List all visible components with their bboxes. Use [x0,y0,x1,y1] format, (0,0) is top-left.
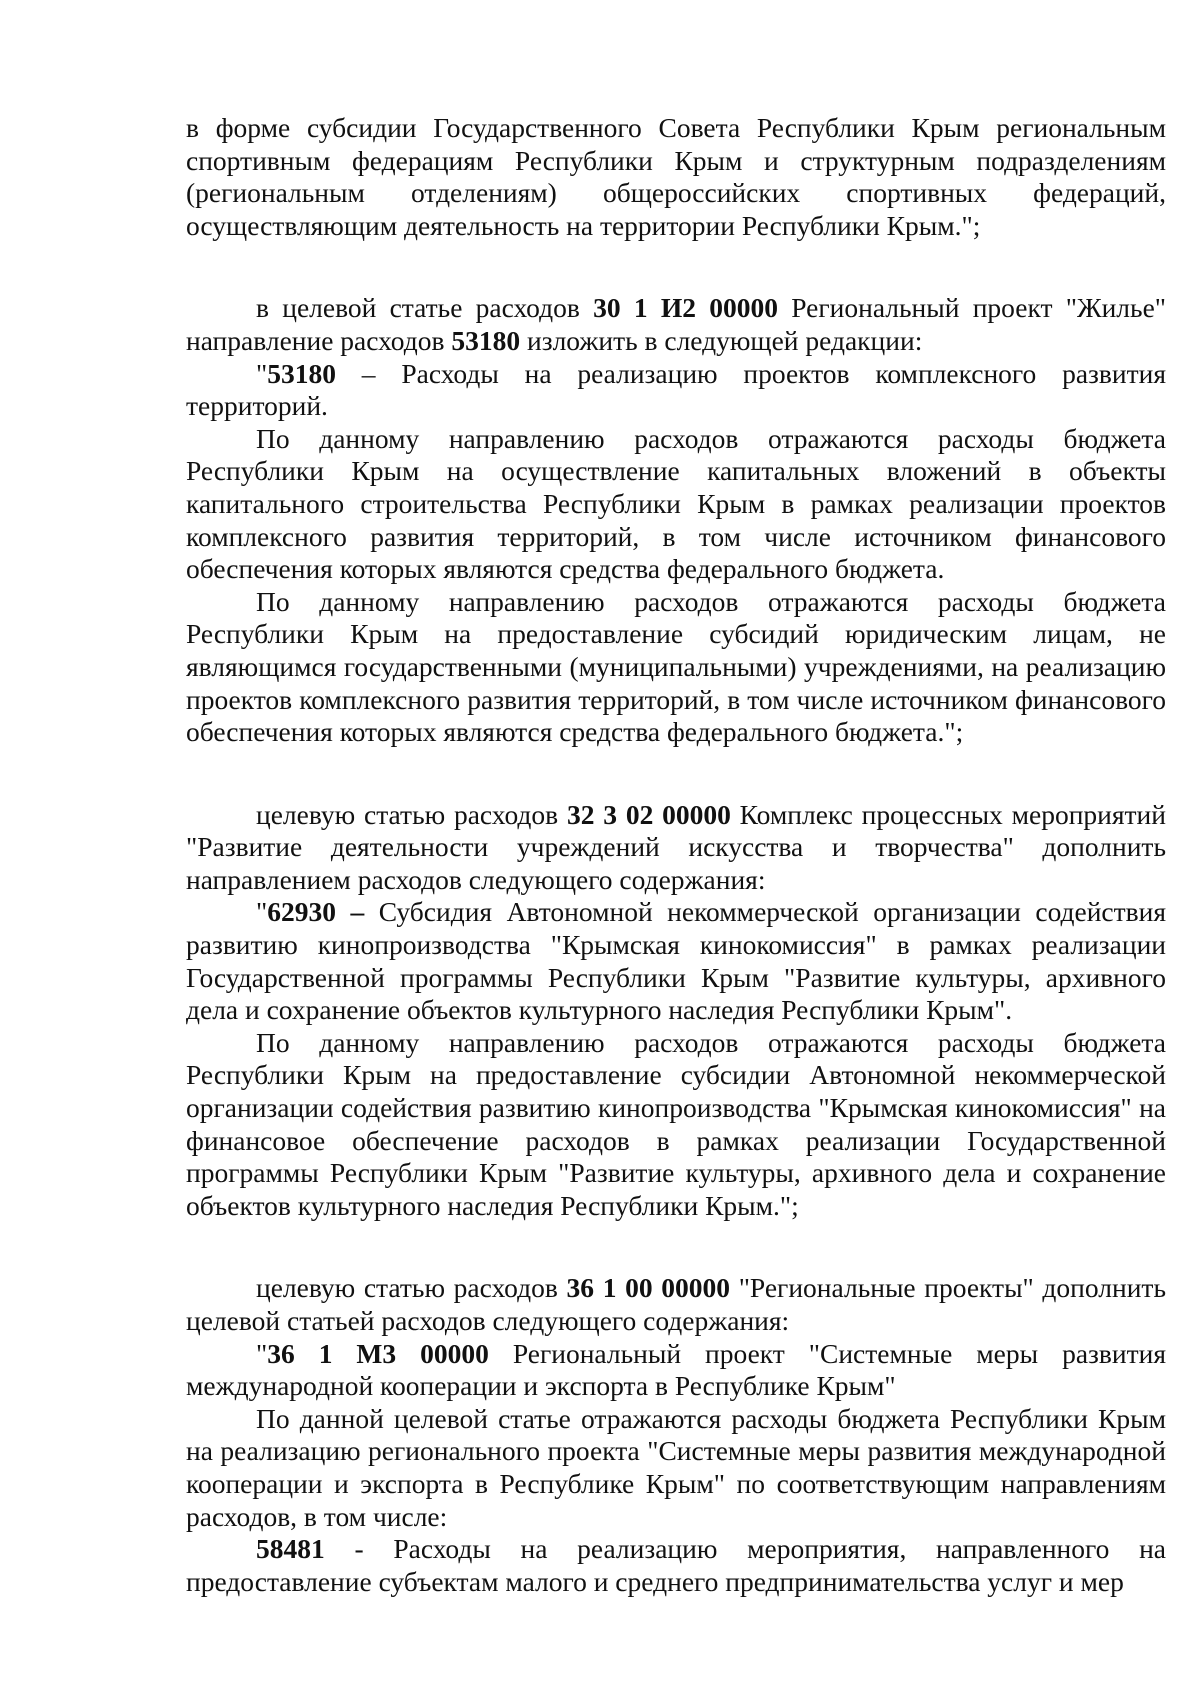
section-3-paragraph: По данной целевой статье отражаются расходы бюджета Республики Крым на реализацию регионального проекта "Системные меры развития международной кооперации и экспорта в Республике Крым" по соответствующим направлениям расходов, в том числе: [186,1402,1166,1532]
expense-code: 53180 [267,357,336,389]
section-2-intro [186,799,1166,897]
quote-mark: " [256,357,268,389]
section-3-item [186,1338,1166,1403]
text: "Региональные проекты" дополнить целевой статьей расходов следующего содержания: [186,1272,1166,1336]
text: Субсидия Автономной некоммерческой организации содействия развитию кинопроизводства "Крымская кинокомиссия" в рамках реализации Государственной программы Республики Крым "Развитие культуры, архивного дела и сохранение объектов культурного наследия Республики Крым". [186,896,1167,1026]
text: целевую статью расходов [256,1272,567,1304]
text: - Расходы на реализацию мероприятия, направленного на предоставление субъектам малого и среднего предпринимательства услуг и мер [186,1533,1166,1597]
paragraph-continuation: в форме субсидии Государственного Совета Республики Крым региональным спортивным федерациям Республики Крым и структурным подразделениям (региональным отделениям) общероссийских спортивных федераций, осуществляющим деятельность на территории Республики Крым."; [186,112,1166,241]
expense-code: 53180 [451,324,521,356]
quote-mark: " [256,896,268,928]
section-1-paragraph: По данному направлению расходов отражаются расходы бюджета Республики Крым на осуществление капитальных вложений в объекты капитального строительства Республики Крым в рамках реализации проектов комплексного развития территорий, в том числе источником финансового обеспечения которых являются средства федерального бюджета. [186,422,1166,585]
section-2-paragraph: По данному направлению расходов отражаются расходы бюджета Республики Крым на предоставление субсидии Автономной некоммерческой организации содействия развитию кинопроизводства "Крымская кинокомиссия" на финансовое обеспечение расходов в рамках реализации Государственной программы Республики Крым "Развитие культуры, архивного дела и сохранение объектов культурного наследия Республики Крым."; [186,1026,1166,1221]
text: изложить в следующей редакции: [520,324,923,356]
text: в целевой статье расходов [256,292,594,324]
section-2-item [186,896,1166,1026]
text: Региональный проект "Системные меры развития международной кооперации и экспорта в Республике Крым" [186,1337,1166,1402]
target-code: 30 1 И2 00000 [593,292,778,324]
text: – Расходы на реализацию проектов комплексного развития территорий. [186,357,1166,422]
document-page [186,112,1166,1598]
section-1-intro [186,292,1166,357]
target-code: 36 1 00 00000 [566,1272,731,1304]
quote-mark: " [256,1337,268,1369]
target-code: 36 1 М3 00000 [267,1337,489,1369]
section-1-item [186,358,1166,423]
expense-code: 58481 [256,1533,325,1565]
text: Комплекс процессных мероприятий "Развитие деятельности учреждений искусства и творчества" дополнить направлением расходов следующего содержания: [186,798,1166,895]
section-1-paragraph: По данному направлению расходов отражаются расходы бюджета Республики Крым на предоставление субсидий юридическим лицам, не являющимся государственными (муниципальными) учреждениями, на реализацию проектов комплексного развития территорий, в том числе источником финансового обеспечения которых являются средства федерального бюджета."; [186,585,1166,748]
target-code: 32 3 02 00000 [566,798,731,830]
text: Региональный проект "Жилье" направление расходов [186,292,1167,356]
expense-code: 62930 – [267,896,365,928]
section-3-item-2 [186,1533,1166,1598]
section-3-intro [186,1272,1166,1337]
text: целевую статью расходов [256,798,567,830]
